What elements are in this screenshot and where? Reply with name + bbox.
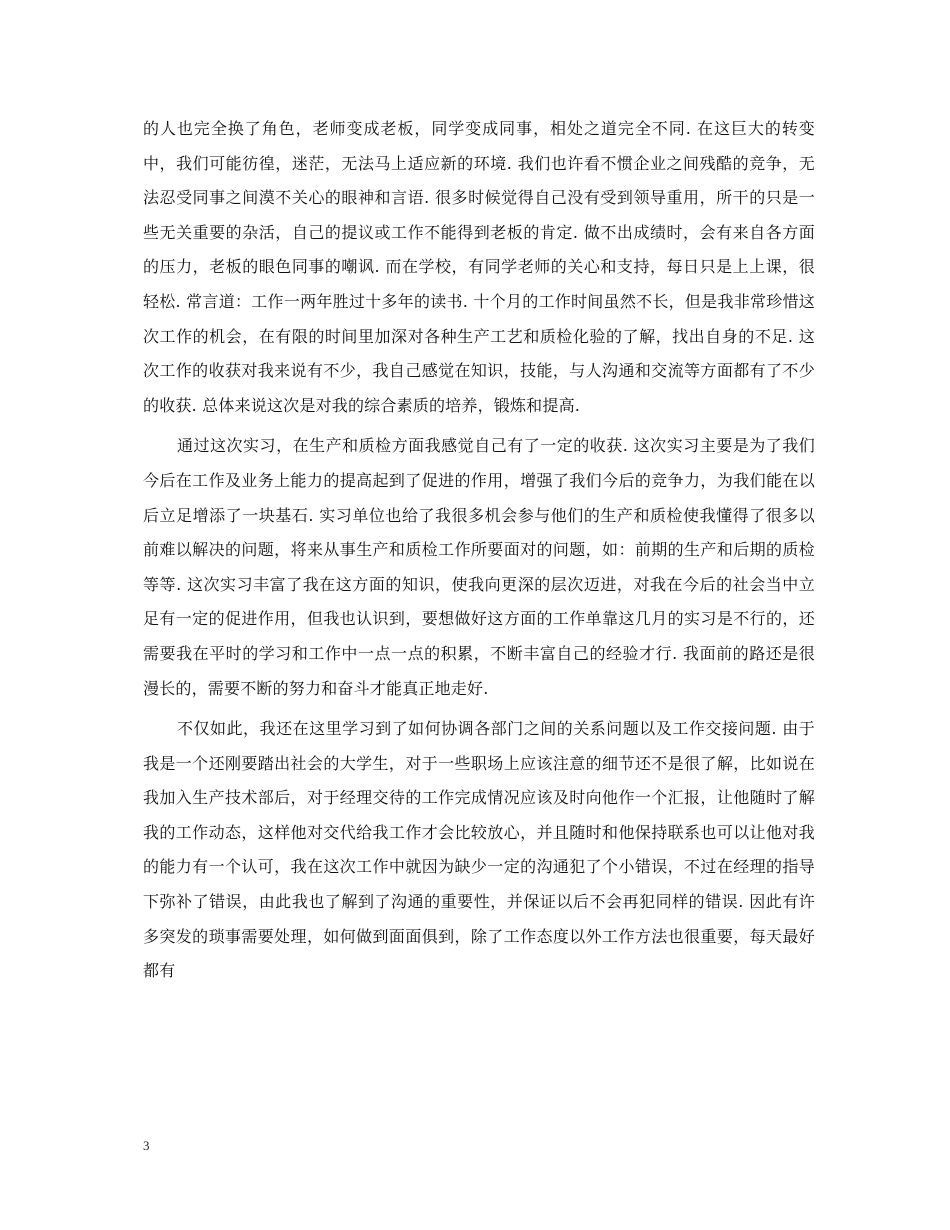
document-body <box>143 112 815 995</box>
paragraph-3: 不仅如此，我还在这里学习到了如何协调各部门之间的关系问题以及工作交接问题. 由于我是一个还刚要踏出社会的大学生，对于一些职场上应该注意的细节还不是很了解，比如说在我加入生产技术部后，对于经理交待的工作完成情况应该及时向他作一个汇报，让他随时了解我的工作动态，这样他对交代给我工作才会比较放心，并且随时和他保持联系也可以让他对我的能力有一个认可，我在这次工作中就因为缺少一定的沟通犯了个小错误，不过在经理的指导下弥补了错误，由此我也了解到了沟通的重要性，并保证以后不会再犯同样的错误. 因此有许多突发的琐事需要处理，如何做到面面俱到，除了工作态度以外工作方法也很重要，每天最好都有 <box>143 719 815 981</box>
page-number: 3 <box>143 1138 150 1153</box>
paragraph-1: 的人也完全换了角色，老师变成老板，同学变成同事，相处之道完全不同. 在这巨大的转变中，我们可能彷徨，迷茫，无法马上适应新的环境. 我们也许看不惯企业之间残酷的竞争，无法忍受同事之间漠不关心的眼神和言语. 很多时候觉得自己没有受到领导重用，所干的只是一些无关重要的杂活，自己的提议或工作不能得到老板的肯定. 做不出成绩时，会有来自各方面的压力，老板的眼色同事的嘲讽. 而在学校，有同学老师的关心和支持，每日只是上上课，很轻松. 常言道：工作一两年胜过十多年的读书. 十个月的工作时间虽然不长，但是我非常珍惜这次工作的机会，在有限的时间里加深对各种生产工艺和质检化验的了解，找出自身的不足. 这次工作的收获对我来说有不少，我自己感觉在知识，技能，与人沟通和交流等方面都有了不少的收获. 总体来说这次是对我的综合素质的培养，锻炼和提高. <box>143 119 815 415</box>
paragraph-2: 通过这次实习，在生产和质检方面我感觉自己有了一定的收获. 这次实习主要是为了我们今后在工作及业务上能力的提高起到了促进的作用，增强了我们今后的竞争力，为我们能在以后立足增添了一块基石. 实习单位也给了我很多机会参与他们的生产和质检使我懂得了很多以前难以解决的问题，将来从事生产和质检工作所要面对的问题，如：前期的生产和后期的质检等等. 这次实习丰富了我在这方面的知识，使我向更深的层次迈进，对我在今后的社会当中立足有一定的促进作用，但我也认识到，要想做好这方面的工作单靠这几月的实习是不行的，还需要我在平时的学习和工作中一点一点的积累，不断丰富自己的经验才行. 我面前的路还是很漫长的，需要不断的努力和奋斗才能真正地走好. <box>143 436 815 698</box>
